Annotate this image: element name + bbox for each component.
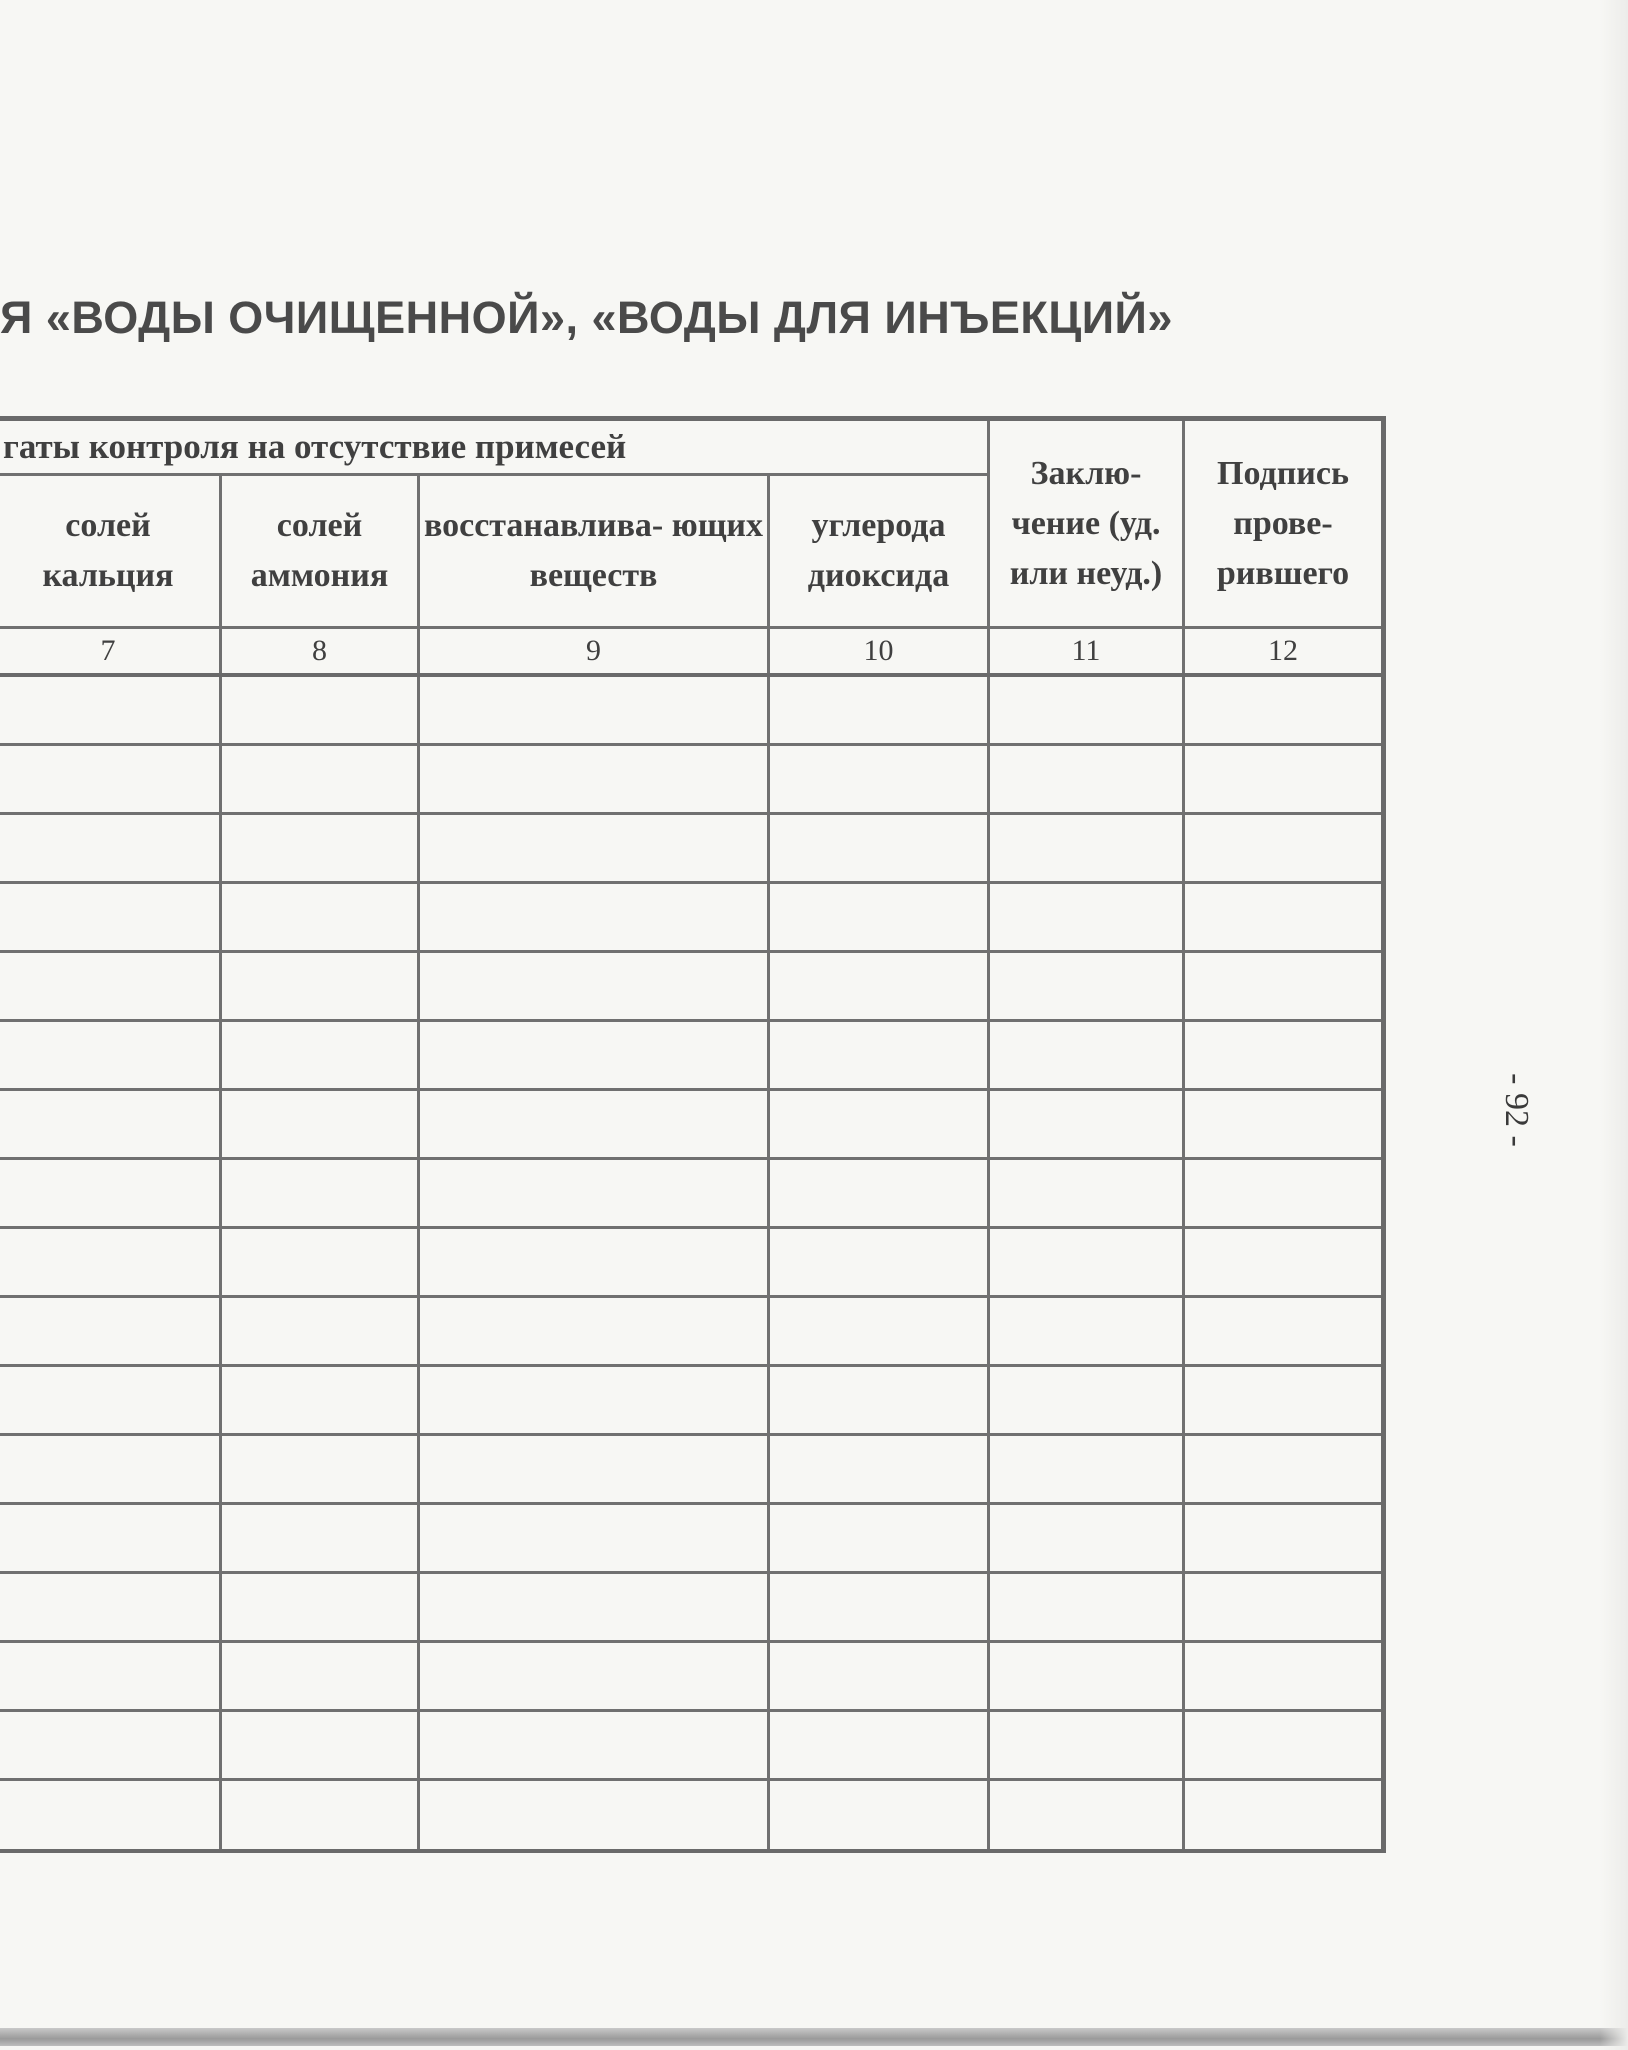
table-cell [221,1504,419,1573]
table-row [0,675,1384,745]
table-cell [769,1366,989,1435]
table-cell [989,675,1184,745]
table-row [0,1090,1384,1159]
table-cell [221,1642,419,1711]
table-row [0,1021,1384,1090]
table-row [0,883,1384,952]
column-header-reducing: восстанавлива- ющих веществ [419,475,769,628]
table-cell [769,1780,989,1852]
table-cell [0,1159,221,1228]
table-cell [769,1711,989,1780]
signature-header: Подпись прове- рившего [1184,419,1384,628]
table-cell [419,1366,769,1435]
table-cell [989,1021,1184,1090]
table-row [0,952,1384,1021]
column-number: 9 [419,628,769,676]
table-row [0,1366,1384,1435]
table-cell [989,1435,1184,1504]
table-row [0,1159,1384,1228]
table-cell [0,1021,221,1090]
table-cell [419,1504,769,1573]
table-cell [769,883,989,952]
table-cell [769,1573,989,1642]
table-cell [221,883,419,952]
table-cell [221,1711,419,1780]
table-cell [0,952,221,1021]
table-cell [1184,814,1384,883]
table-cell [769,745,989,814]
table-row [0,1435,1384,1504]
table-cell [1184,1504,1384,1573]
table-cell [769,1642,989,1711]
table-cell [419,1159,769,1228]
table-cell [989,1228,1184,1297]
table-cell [769,1090,989,1159]
table-cell [0,1297,221,1366]
table-cell [221,1159,419,1228]
table-row [0,1573,1384,1642]
table-cell [989,745,1184,814]
column-number: 7 [0,628,221,676]
table-cell [989,1297,1184,1366]
table-cell [0,1435,221,1504]
table-cell [1184,745,1384,814]
table-cell [221,814,419,883]
table-row [0,1642,1384,1711]
table-cell [419,814,769,883]
table-row [0,1228,1384,1297]
table-cell [989,814,1184,883]
table-cell [221,1573,419,1642]
table-cell [419,1711,769,1780]
table-cell [769,814,989,883]
table-cell [989,1711,1184,1780]
table-cell [989,1366,1184,1435]
table-cell [419,1297,769,1366]
table-cell [419,1021,769,1090]
table-row [0,1780,1384,1852]
table-cell [0,814,221,883]
table-cell [0,1711,221,1780]
table-cell [1184,1573,1384,1642]
column-header-calcium: солей кальция [0,475,221,628]
table-cell [0,675,221,745]
table-cell [769,675,989,745]
table-cell [419,1228,769,1297]
table-cell [1184,1228,1384,1297]
table-cell [419,1780,769,1852]
table-cell [769,1159,989,1228]
page-title: Я «ВОДЫ ОЧИЩЕННОЙ», «ВОДЫ ДЛЯ ИНЪЕКЦИЙ» [0,292,1173,343]
table-cell [989,1573,1184,1642]
table-cell [769,1228,989,1297]
table-cell [0,1504,221,1573]
table-cell [221,745,419,814]
table-cell [989,1642,1184,1711]
table-cell [769,1504,989,1573]
table-cell [419,1090,769,1159]
column-number: 10 [769,628,989,676]
group-header: гаты контроля на отсутствие примесей [0,419,989,475]
table-cell [0,1090,221,1159]
table-cell [1184,1297,1384,1366]
table-cell [419,1435,769,1504]
table-cell [769,1297,989,1366]
column-header-co2: углерода диоксида [769,475,989,628]
table-cell [0,883,221,952]
table-cell [989,1090,1184,1159]
page-number: - 92 - [1498,1073,1535,1147]
table-cell [769,952,989,1021]
column-number: 8 [221,628,419,676]
table-cell [1184,883,1384,952]
table-cell [419,883,769,952]
column-number: 12 [1184,628,1384,676]
table-cell [0,1228,221,1297]
column-number: 11 [989,628,1184,676]
conclusion-header: Заклю- чение (уд. или неуд.) [989,419,1184,628]
table-cell [221,675,419,745]
table-row [0,1711,1384,1780]
page-edge-shadow [0,2028,1628,2046]
table-cell [769,1021,989,1090]
table-cell [0,1366,221,1435]
table-cell [419,745,769,814]
table-row [0,1297,1384,1366]
table-cell [221,1228,419,1297]
table-body [0,675,1384,1851]
table-cell [1184,1090,1384,1159]
table-cell [1184,1159,1384,1228]
table-cell [1184,1711,1384,1780]
table-row [0,745,1384,814]
table-cell [419,1642,769,1711]
table-cell [989,952,1184,1021]
table-cell [0,1573,221,1642]
table-cell [1184,675,1384,745]
table-cell [221,1435,419,1504]
table-cell [221,1366,419,1435]
table-cell [1184,1435,1384,1504]
table-row [0,1504,1384,1573]
table-cell [221,1090,419,1159]
control-table-container [0,416,1386,1853]
table-row [0,814,1384,883]
table-cell [0,1642,221,1711]
table-cell [419,1573,769,1642]
table-cell [221,952,419,1021]
table-cell [989,1159,1184,1228]
table-cell [221,1021,419,1090]
table-cell [1184,1642,1384,1711]
table-cell [1184,1780,1384,1852]
table-cell [989,1504,1184,1573]
table-cell [0,745,221,814]
table-cell [221,1297,419,1366]
table-cell [1184,1366,1384,1435]
table-cell [989,883,1184,952]
table-cell [419,952,769,1021]
control-table [0,416,1386,1853]
table-cell [769,1435,989,1504]
table-cell [419,675,769,745]
table-cell [1184,1021,1384,1090]
table-cell [1184,952,1384,1021]
column-header-ammonium: солей аммония [221,475,419,628]
table-cell [989,1780,1184,1852]
page-edge-right [1600,0,1628,2050]
table-cell [221,1780,419,1852]
table-cell [0,1780,221,1852]
